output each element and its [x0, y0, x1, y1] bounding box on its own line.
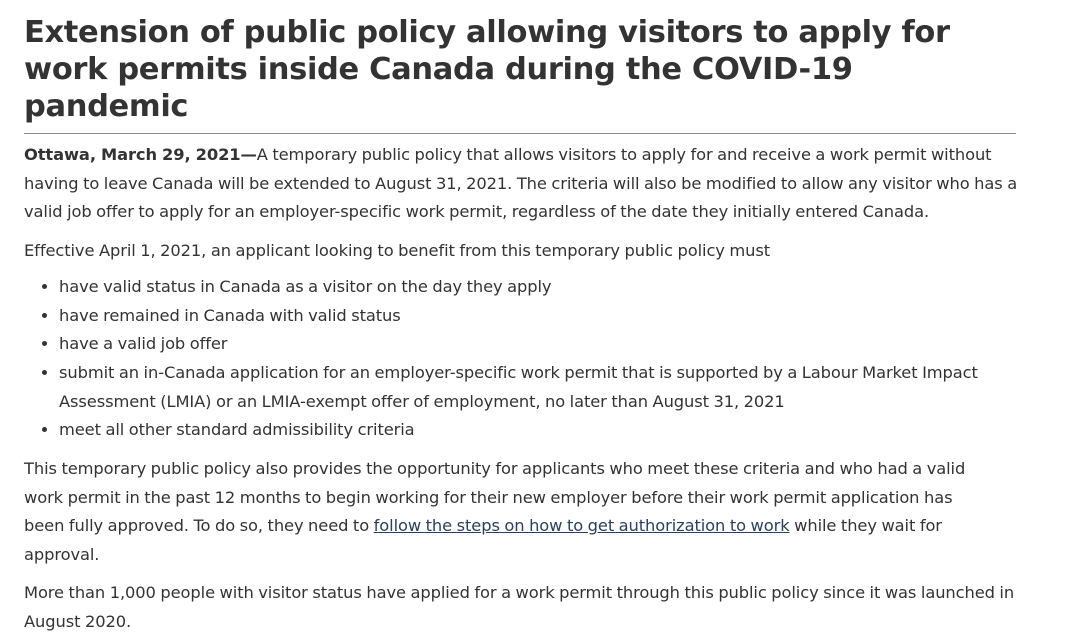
opportunity-paragraph	[24, 455, 984, 570]
opportunity-text-before: This temporary public policy also provides the opportunity for applicants who meet these criteria and who had a valid work permit in the past 12 months to begin working for their new employer before their work permit application has been fully approved. To do so, they need to	[24, 459, 966, 536]
list-item: • have valid status in Canada as a visitor on the day they apply	[59, 273, 1024, 302]
list-item: • have remained in Canada with valid status	[59, 302, 1024, 331]
criteria-list	[24, 273, 1024, 445]
dateline: Ottawa, March 29, 2021—	[24, 145, 257, 164]
intro-text: A temporary public policy that allows visitors to apply for and receive a work permit without having to leave Canada will be extended to August 31, 2021. The criteria will also be modified to allow any visitor who has a valid job offer to apply for an employer-specific work permit, regardless of the date they initially entered Canada.	[24, 145, 1018, 222]
intro-paragraph	[24, 141, 1024, 227]
authorization-steps-link[interactable]: follow the steps on how to get authorization to work	[373, 516, 790, 536]
applied-paragraph: More than 1,000 people with visitor status have applied for a work permit through this public policy since it was launched in August 2020.	[24, 582, 1015, 631]
page-title: Extension of public policy allowing visitors to apply for work permits inside Canada during the COVID-19 pandemic	[24, 0, 1016, 134]
opportunity-text-after: while they wait for approval.	[24, 516, 942, 565]
list-item: • have a valid job offer	[59, 330, 1024, 359]
article-body	[24, 141, 1056, 636]
effective-paragraph: Effective April 1, 2021, an applicant looking to benefit from this temporary public policy must	[24, 241, 771, 261]
list-item: • submit an in-Canada application for an employer-specific work permit that is supported by a Labour Market Impact Assessment (LMIA) or an LMIA-exempt offer of employment, no later than August 31, 2021	[59, 359, 1024, 416]
list-item: • meet all other standard admissibility criteria	[59, 416, 1024, 445]
